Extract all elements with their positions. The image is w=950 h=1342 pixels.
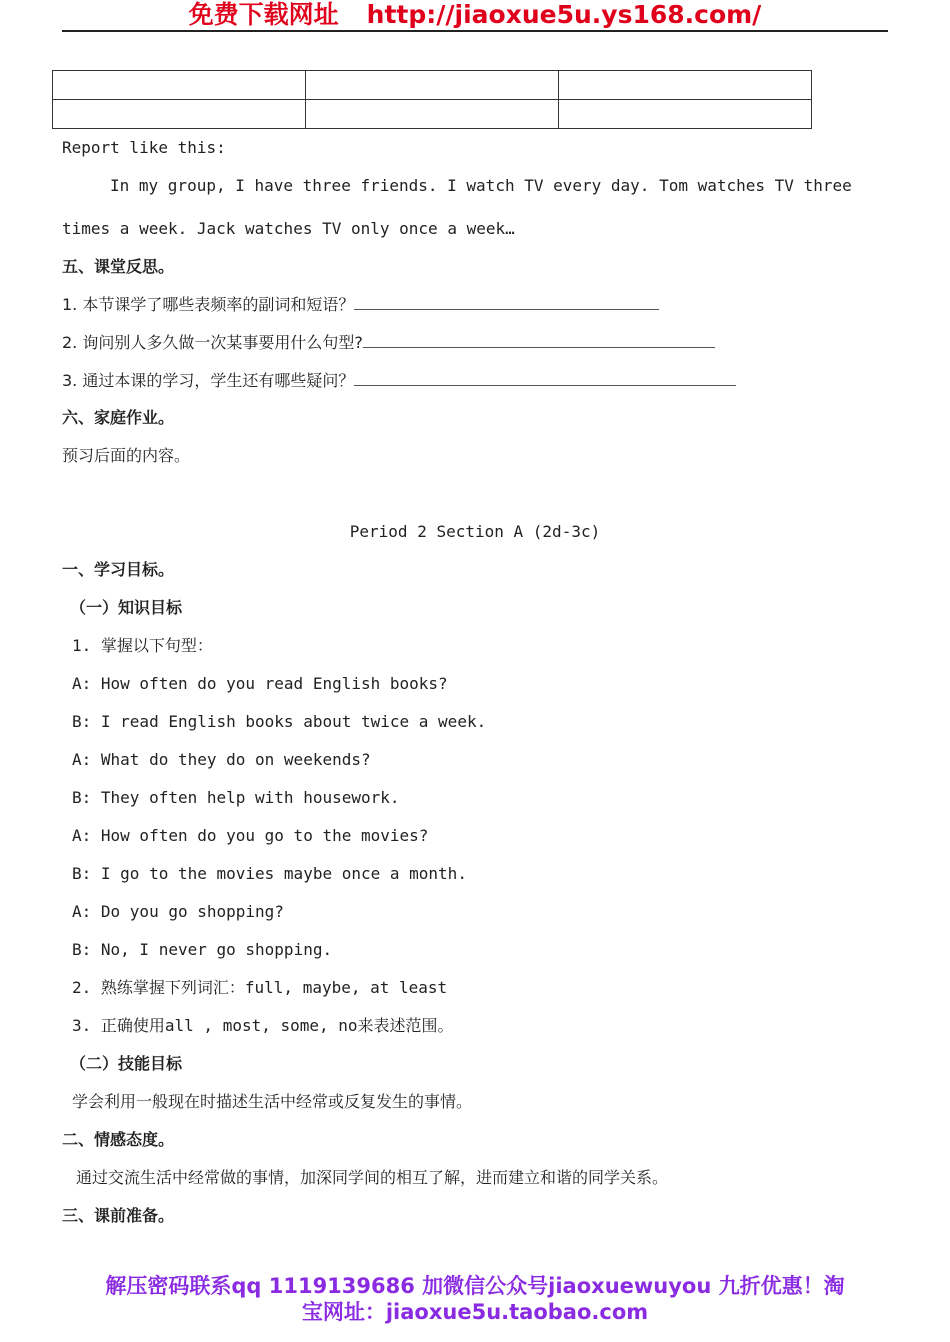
footer-line-1: 解压密码联系qq 1119139686 加微信公众号jiaoxuewuyou 九折优惠！淘: [105, 1274, 845, 1298]
dialogue-line: B: I go to the movies maybe once a month.: [72, 864, 467, 883]
goal-item-2: 2. 熟练掌握下列词汇：full, maybe, at least: [72, 978, 448, 997]
reflection-q1-text: 1. 本节课学了哪些表频率的副词和短语？: [62, 295, 355, 314]
table-cell: [306, 71, 559, 100]
reflection-q2: [62, 331, 715, 354]
table-cell: [53, 71, 306, 100]
period-title: Period 2 Section A (2d-3c): [349, 522, 601, 541]
dialogue-line: A: Do you go shopping?: [72, 902, 284, 921]
dialogue-line: A: How often do you read English books?: [72, 674, 448, 693]
table-row: [53, 100, 812, 129]
page-header: [0, 0, 950, 30]
answer-blank[interactable]: [354, 369, 736, 386]
report-line-1: In my group, I have three friends. I watch TV every day. Tom watches TV three: [110, 176, 852, 195]
report-label: Report like this:: [62, 138, 226, 157]
knowledge-goals-heading: （一）知识目标: [70, 598, 183, 617]
blank-table: [52, 70, 812, 129]
goal-item-1: 1. 掌握以下句型：: [72, 636, 213, 655]
dialogue-line: B: I read English books about twice a week.: [72, 712, 487, 731]
answer-blank[interactable]: [363, 331, 715, 348]
reflection-q3: [62, 369, 736, 392]
dialogue-line: A: What do they do on weekends?: [72, 750, 371, 769]
report-line-2: times a week. Jack watches TV only once a week…: [62, 219, 515, 238]
dialogue-line: A: How often do you go to the movies?: [72, 826, 429, 845]
reflection-q3-text: 3. 通过本课的学习，学生还有哪些疑问？: [62, 371, 355, 390]
section6-heading: 六、家庭作业。: [62, 408, 175, 427]
dialogue-line: B: They often help with housework.: [72, 788, 400, 807]
table-row: [53, 71, 812, 100]
dialogue-line: B: No, I never go shopping.: [72, 940, 333, 959]
table-cell: [306, 100, 559, 129]
reflection-q2-text: 2. 询问别人多久做一次某事要用什么句型?: [62, 333, 363, 352]
header-divider: [62, 30, 888, 32]
section2-text: 通过交流生活中经常做的事情，加深同学间的相互了解，进而建立和谐的同学关系。: [76, 1168, 669, 1187]
footer-line-2: 宝网址：jiaoxue5u.taobao.com: [301, 1300, 649, 1324]
section5-heading: 五、课堂反思。: [62, 257, 175, 276]
table-cell: [559, 71, 812, 100]
goals-heading: 一、学习目标。: [62, 560, 175, 579]
skill-goals-heading: （二）技能目标: [70, 1054, 183, 1073]
answer-blank[interactable]: [354, 293, 659, 310]
header-download-text: 免费下载网址: [188, 0, 339, 29]
goal-item-3: 3. 正确使用all , most, some, no来表述范围。: [72, 1016, 454, 1035]
section3-heading: 三、课前准备。: [62, 1206, 175, 1225]
header-url-link[interactable]: http://jiaoxue5u.ys168.com/: [366, 0, 762, 29]
table-cell: [559, 100, 812, 129]
reflection-q1: [62, 293, 659, 316]
homework-text: 预习后面的内容。: [62, 446, 191, 465]
table-cell: [53, 100, 306, 129]
section2-heading: 二、情感态度。: [62, 1130, 175, 1149]
skill-goals-text: 学会利用一般现在时描述生活中经常或反复发生的事情。: [72, 1092, 473, 1111]
